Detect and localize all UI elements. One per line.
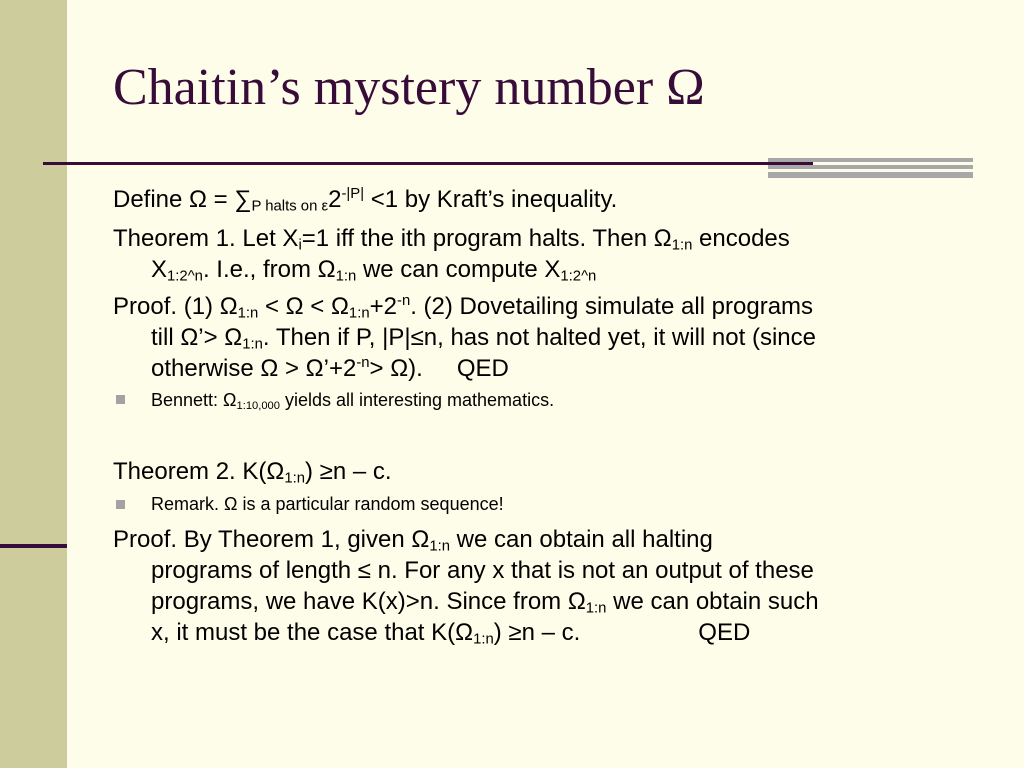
qed-1: QED	[456, 355, 509, 382]
define-line: Define $\Omega = \sum_{P halts on \varepsilon}2^{-|P|} <1$ by Kraft’s inequality.	[113, 186, 618, 215]
remark-bullet: Remark. Ω is a particular random sequence!	[151, 494, 504, 514]
bullet-icon	[116, 500, 125, 509]
bullet-icon	[116, 395, 125, 404]
theorem-2: Theorem 2. $K(\Omega_{1:n}) \ge n - c$.	[113, 458, 392, 487]
proof-2: Proof. By Theorem 1, given $\Omega_{1:n}$ we can obtain all halting programs of length ≤ n. For any x that is not an output of these programs, we have K(x)>n. Since from $\Omega_{1:n}$ we can obtain such x, it must be the case that $K(\Omega_{1:n}) \ge n - c$. QED	[113, 526, 819, 648]
theorem-1: Theorem 1. Let $X_i=1$ iff the ith program halts. Then $\Omega_{1:n}$ encodes $X_{1:2\^{}n}$. I.e., from $\Omega_{1:n}$ we can compute $X_{1:2\^{}n}$	[113, 225, 790, 285]
bennett-bullet: Bennett: $\Omega_{1:10,000}$ yields all interesting mathematics.	[151, 390, 555, 412]
slide-title: Chaitin’s mystery number Ω	[113, 59, 705, 116]
proof-1: Proof. (1) $\Omega_{1:n} < \Omega < \Omega_{1:n}+2^{-n}$. (2) Dovetailing simulate all programs till Ω’> $\Omega_{1:n}$. Then if P, |P|≤n, has not halted yet, it will not (since otherwise $\Omega > \Omega’+2^{-n}> \Omega$). QED	[113, 293, 816, 382]
qed-2: QED	[698, 619, 751, 646]
